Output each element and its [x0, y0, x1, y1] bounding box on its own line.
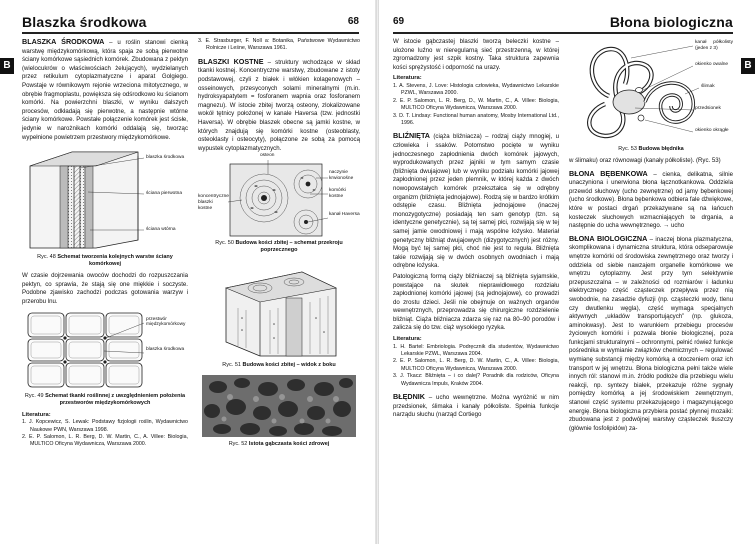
figure-50-caption [198, 240, 360, 254]
compact-bone-side-illustration [198, 258, 360, 360]
left-page-column-2 [198, 38, 360, 452]
reference-item: 3. J. Tkacz: Bliźnięta – i co dalej? Poradnik dla rodziców, Oficyna Wydawnicza Impuls, Kraków 2004. [393, 373, 559, 387]
label-osteon: osteon [260, 153, 275, 159]
paragraph-pektyny: W czasie dojrzewania owoców dochodzi do rozpuszczania pektyn, co sprawia, że stają się one miękkie i soczyste. Podobne zjawisko zachodzi podczas gotowania warzyw i przerobu lnu. [22, 272, 188, 305]
reference-item: 1. J. Kopcewicz, S. Lewak: Podstawy fizjologii roślin, Wydawnictwo Naukowe PWN, Warszawa 1998. [22, 419, 188, 433]
reference-item: 1. A. Stevens, J. Love: Histologia człowieka, Wydawnictwo Lekarskie PZWL, Warszawa 2000. [393, 82, 559, 97]
right-page-header [393, 12, 733, 34]
right-thumb-index: B [741, 58, 755, 74]
left-page-column-1 [22, 38, 188, 449]
label-blaszki-koncentryczne: koncentryczne blaszki kostne [198, 194, 229, 211]
reference-item: 1. H. Bartel: Embriologia. Podręcznik dla studentów, Wydawnictwo Lekarskie PZWL, Warszawa 2004. [393, 343, 559, 358]
header-rule [393, 32, 733, 34]
reference-item: 2. E. P. Salomon, L. R. Berg, D. W. Martin, C., A. Villee: Biologia, MULTICO Oficyna Wydawnicza, Warszawa 2000. [22, 433, 188, 448]
figure-48 [22, 144, 188, 252]
label-przestwor: przestwór międzykomórkowy [146, 316, 186, 328]
entry-text: – ucho wewnętrzne. Można wyróżnić w nim przedsionek, ślimaka i kanały półkoliste. Spełnia funkcje narządu słuchu (narząd Cortiego [393, 394, 559, 419]
label-okienko-okragle: okienko okrągłe [695, 128, 729, 133]
left-page-header [22, 12, 359, 34]
caption-title: Budowa kości zbitej – schemat przekroju poprzecznego [235, 240, 343, 254]
reference-item: 3. E. Strasburger, F. Noll a: Botanika, Państwowe Wydawnictwo Rolnicze i Leśne, Warszawa 1961. [198, 38, 360, 52]
spongy-bone-photo [198, 373, 360, 439]
entry-text: – u roślin stanowi cienką warstwę międzykomórkową, która spaja ze sobą pierwotne ściany komórkowe sąsiednich komórek. Zbudowana z pektyn (wielocukrów o właściwościach żelujących), wydzielanych przez retikulum cytoplazmatyczne i aparat Golgiego. Powstaje w równikowym rejonie wrzeciona mitotycznego, w obrębie fragmoplastu, powiększa się odśrodkowo ku ścianom komórki. Na powierzchni blaszki, w wyniku dalszych procesów, odkładają się pierwotne, a następnie wtórne ściany komórkowe. Powstałe połączenie komórek jest ścisłe, jedynie w narożnikach komórki oddalają się, tworząc wypełnione powietrzem przestwory międzykomórkowe. [22, 39, 188, 141]
entry-term: BLIŹNIĘTA [393, 131, 430, 141]
figure-52-caption [198, 441, 360, 448]
caption-prefix: Ryc. 52 [228, 441, 248, 448]
figure-49-caption [22, 393, 188, 407]
entry-bliznieta [393, 132, 559, 271]
entry-blednik [393, 393, 559, 420]
label-slimak: ślimak [701, 84, 715, 89]
label-naczynie: naczynie krwionośne [329, 170, 354, 181]
label-komorki-kostne: komórki kostne [329, 188, 346, 199]
label-kanal-polkolisty: kanał półkolisty (jeden z 3) [695, 40, 733, 51]
references-title: Literatura: [22, 411, 51, 418]
label-okienko-owalne: okienko owalne [695, 62, 729, 67]
entry-term: BLASZKI KOSTNE [198, 56, 264, 66]
figure-51-caption [198, 362, 360, 369]
left-page-number: 68 [347, 16, 359, 27]
figure-52 [198, 373, 360, 439]
caption-title: Schemat tkanki roślinnej z uwzględnieniem położenia przestworów międzykomórkowych [45, 392, 186, 406]
figure-49 [22, 309, 188, 391]
right-running-title: Błona biologiczna [609, 14, 733, 30]
right-page-column-2 [569, 38, 733, 435]
entry-text: – struktury wchodzące w skład tkanki kostnej. Koncentryczne warstwy, zbudowane z istoty podstawowej, czyli z białek i włókien kolagenowych – osseinowych, przesyconych solami mineralnymi (m.in. hydroksyapatytem = fosforanem wapnia oraz fosforanem magnezu). W istocie zbitej tworzą osteony, zlokalizowane wokół tętnicy położonej w kanale Haversa (tzw. jednostki Haversa). W obrębie blaszek obecne są jamki kostne, w których znajdują się komórki kostne (osteoblasty, osteoklasty i osteocyty), połączone ze sobą za pomocą wypustek cytoplazmatycznych. [198, 58, 360, 152]
header-rule [22, 32, 359, 34]
right-page-number: 69 [393, 16, 405, 27]
entry-text: (ciąża bliźniacza) – rodzaj ciąży mnogiej, u człowieka i ssaków. Potomstwo pocięte w wyniku jednoczesnego zapłodnienia dwóch komórek jajowych, wyprodukowanych przez jajniki w tym samym czasie (bliźnięta dwujajowe) lub w wyniku podziału komórki jajowej zapłodnionej przez jeden plemnik, w której każda z dwóch nowopowstałych komórek przekształca się w odrębny organizm (bliźnięta jednojajowe). Rodzą się w bardzo krótkim odstępie czasu. Bliźnięta jednojajowe (inaczej monozygotyczne) posiadają ten sam genotyp (tzn. są identyczne genetycznie), są tej samej płci, rozwijają się w tej samej jamie owodniowej i mają wspólne łożysko. Materiał genetyczny bliźniąt dwujajowych (dizygotycznych) jest różny. Mogą być tej samej płci, choć nie jest to reguła. Bliźnięta takie rozwijają się w dwóch osobnych owodniach i mają odrębne łożyska. [393, 133, 559, 270]
paragraph-istota-gabczasta: W istocie gąbczastej blaszki tworzą beleczki kostne – ułożone luźno w nieregularną sieć przestrzenną, w której zgromadzony jest szpik kostny. Taka struktura zapewnia kości sprężystość i odporność na urazy. [393, 38, 559, 71]
label-blaszka: blaszka środkowa [146, 346, 185, 352]
label-blaszka-srodkowa: blaszka środkowa [146, 155, 185, 161]
entry-blaszka-srodkowa [22, 38, 188, 142]
right-page [379, 0, 755, 544]
reference-item: 2. E. P. Salomon, L. R. Berg, D. W. Martin, C., A. Villee: Biologia, MULTICO Oficyna Wydawnicza, Warszawa 2000. [393, 358, 559, 372]
caption-title: Budowa błędnika [638, 146, 684, 152]
entry-text: – inaczej błona plazmatyczna, skomplikowana i dynamiczna struktura, która odseparowuje wnętrze komórki od środowiska zewnętrznego oraz tworzy i oddziela od siebie nawzajem organelle komórkowe we wnętrzu cytoplazmy. Jest przy tym selektywnie przepuszczalna – w zależności od rozmiarów i ładunku elektrycznego część cząsteczek przepływa przez nią swobodnie, na zasadzie dyfuzji (np. cząsteczki wody, tlenu czy dwutlenku węgla), część wymaga specjalnych aktywnych „układów transportujących” (np. glukoza, aminokwasy). Jest to warunkiem przebiegu procesów życiowych komórki i pozwala błonie biologicznej, poza funkcjami strukturalnymi – ochronnymi, pełnić rówież funkcje pośrednika w wymianie związków chemicznych – regulować wymianę substancji między komórką a otoczeniem oraz ich transport w jej wnętrzu. Błona biologiczna pełni także wiele innych ról: stanowi m.in. źródło podłoże dla przebiegu wielu reakcji, np. syntezy białek, przekazuje różne sygnały pomiędzy komórką a jej środowiskiem zewnętrznym, stanowi część systemu przekazującego i magazynującego energię. Błona biologiczna przybiera postać płynnej mozaiki: zbudowana jest z podwójnej warstwy cząsteczek tłuszczy (głównie fosfolipidów) za- [569, 235, 733, 432]
paragraph-blednik-cont: w ślimaku) oraz równowagi (kanały półkoliste). (Ryc. 53) [569, 157, 721, 164]
left-page [0, 0, 376, 544]
figure-53-caption [569, 146, 733, 153]
caption-title: Istota gąbczasta kości zdrowej [248, 441, 330, 448]
caption-prefix: Ryc. 49 [24, 392, 44, 399]
entry-blaszki-kostne [198, 58, 360, 154]
references-title: Literatura: [393, 75, 422, 82]
caption-title: Schemat tworzenia kolejnych warstw ściany komórkowej [57, 254, 173, 268]
caption-prefix: Ryc. 50 [215, 240, 234, 247]
right-page-column-1 [393, 38, 559, 422]
paragraph-syjamskie: Patologiczną formą ciąży bliźniaczej są bliźnięta syjamskie, powstające na skutek nieprawidłowego rozdziału zapłodnionej komórki jajowej (są jednojajowe), co prowadzi do zrostu dzieci. Jeśli nie obejmuje on ważnych organów wewnętrznych, przeprowadza się chirurgiczne rozdzielenie bliźniąt. Ciąża bliźniacza zdarza się raz na 80–90 porodów i zalicza się do tzw. ciąż wysokiego ryzyka. [393, 272, 559, 332]
entry-term: BŁONA BĘBENKOWA [569, 168, 648, 178]
entry-blona-biologiczna [569, 235, 733, 434]
entry-term: BLASZKA ŚRODKOWA [22, 37, 105, 46]
reference-item: 3. D. T. Lindsay: Functional human anatomy, Mosby International Ltd., 1996. [393, 112, 559, 126]
figure-53 [569, 38, 733, 144]
figure-51 [198, 258, 360, 360]
figure-50 [198, 153, 360, 238]
figure-48-caption [22, 254, 188, 268]
label-sciana-wtorna: ściana wtórna [146, 227, 176, 233]
entry-term: BŁONA BIOLOGICZNA [569, 233, 648, 243]
left-running-title: Blaszka środkowa [22, 14, 147, 30]
entry-term: BŁĘDNIK [393, 392, 425, 402]
reference-item: 2. E. P. Salomon, L. R. Berg, D., W. Martin, C., A. Villee: Biologia, MULTICO Oficyna Wydawnicza, Warszawa 2000. [393, 97, 559, 112]
label-sciana-pierwotna: ściana pierwotna [146, 191, 182, 197]
caption-prefix: Ryc. 51 [222, 362, 241, 369]
entry-blona-bebenkowa [569, 170, 733, 231]
left-thumb-index: B [0, 58, 14, 74]
caption-prefix: Ryc. 48 [37, 254, 56, 261]
entry-text: – cienka, delikatna, silnie unaczyniona i unerwiona błona łącznotkankowa. Oddziela przewód słuchowy (ucho zewnętrzne) od jamy bębenkowej (ucho środkowe). Błona bębenkowa odbiera fale dźwiękowe, które w postaci drgań przekazywane są na łańcuch kosteczek słuchowych wzmacniających te drgania, a następnie do ucha wewnętrznego. → ucho [569, 170, 733, 230]
label-przedsionek: przedsionek [695, 106, 721, 111]
references-title: Literatura: [393, 336, 422, 343]
caption-prefix: Ryc. 53 [618, 146, 637, 152]
caption-title: Budowa kości zbitej – widok z boku [242, 362, 336, 369]
label-kanal-haversa: kanał Haversa [329, 212, 360, 218]
